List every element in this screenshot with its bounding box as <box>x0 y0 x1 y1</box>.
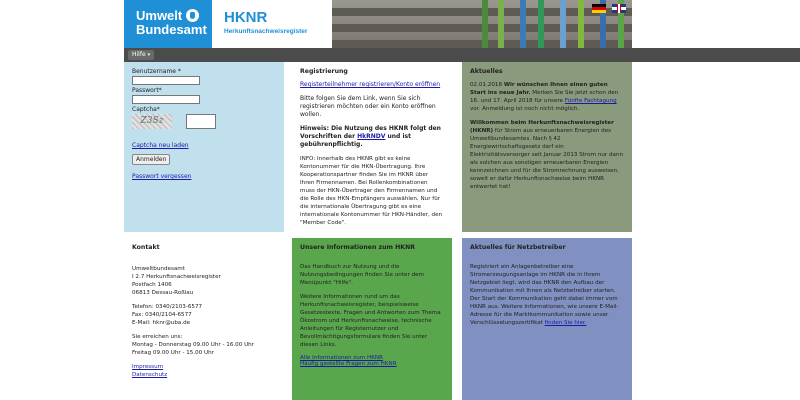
username-label: Benutzername * <box>132 68 181 75</box>
chevron-down-icon: ▾ <box>147 52 151 58</box>
flag-gb-icon[interactable] <box>612 4 626 13</box>
grid-title: Aktuelles für Netzbetreiber <box>470 244 566 251</box>
contact-city: 06813 Dessau-Roßlau <box>132 290 194 296</box>
info-text-2: Weitere Informationen rund um das Herkunftsnachweisregister, beispielsweise Gesetzestexte, Fragen und Antworten zum Thema Ökostrom und Herkunftsnachweise, technische Anleitungen für Registernutzer und Bevollmächtigungsformulare finden Sie unter diesen Links. <box>300 294 441 348</box>
username-input[interactable] <box>132 76 200 85</box>
hkrndv-link[interactable]: HkRNDV <box>357 133 386 140</box>
help-menu-label: Hilfe <box>132 51 146 58</box>
info-text-1: Das Handbuch zur Nutzung und die Nutzungsbedingungen finden Sie unter dem Menüpunkt "Hilfe". <box>300 264 424 286</box>
news-date: 02.01.2018 <box>470 82 503 88</box>
registration-hint <box>300 125 444 149</box>
menu-bar <box>124 48 632 62</box>
impressum-link[interactable]: Impressum <box>132 364 164 370</box>
header-photo <box>332 0 632 48</box>
hint-prefix: Hinweis: Die Nutzung des HKNR folgt den Vorschriften der <box>300 125 441 140</box>
contact-address <box>132 265 276 379</box>
captcha-row <box>132 114 276 132</box>
registration-title: Registrierung <box>300 68 348 75</box>
captcha-input[interactable] <box>186 114 216 129</box>
app-subtitle: Herkunftsnachweisregister <box>224 28 308 35</box>
logo-line-2: Bundesamt <box>136 22 207 37</box>
forgot-password-link[interactable]: Passwort vergessen <box>132 173 192 180</box>
help-menu-button[interactable] <box>128 50 154 60</box>
contact-hours-1: Montag - Donnerstag 09.00 Uhr - 16.00 Uhr <box>132 342 255 348</box>
contact-street: Postfach 1406 <box>132 282 172 288</box>
captcha-reload-link[interactable]: Captcha neu laden <box>132 142 189 149</box>
registration-info: INFO: Innerhalb des HKNR gibt es keine Kontonummer für die HKN-Übertragung. Ihre Kooperationspartner finden Sie im HKNR über Ihren Firmennamen. Bei Rollenkombinationen muss der HKN-Übertrager den Firmennamen und die Rolle des HKN-Empfängers auswählen. Nur für die internationale Übertragung gibt es eine internationale Kontonummer für HKN-Händler, den "Member Code". <box>300 156 443 226</box>
registration-panel <box>292 62 452 232</box>
captcha-image: Z3Sz <box>132 114 172 129</box>
contact-reach: Sie erreichen uns: <box>132 334 183 340</box>
grid-text-body: Registriert ein Anlagenbetreiber eine Stromerzeugungsanlage im HKNR die in Ihrem Netzgebiet liegt, wird das HKNR den Aufbau der Kommunikation mit Ihnen als Netzbetreiber starten. Der Start der Kommunikation geht dabei immer vom HKNR aus. Weitere Informationen, wie unsere E-Mail-Adresse für die Marktkommunikation sowie unser Verschlüsselungszertifikat <box>470 264 619 326</box>
news-item <box>470 81 624 113</box>
news-headline: Wir wünschen Ihnen einen guten Start ins neue Jahr. <box>470 82 608 96</box>
news-text-a: Merken Sie Sie jetzt schon den 16. und 17. April 2018 für unsere <box>470 90 619 104</box>
contact-panel <box>124 238 284 400</box>
grid-operator-panel <box>462 238 632 400</box>
info-title: Unsere Informationen zum HKNR <box>300 244 416 251</box>
contact-org: Umweltbundesamt <box>132 266 185 272</box>
welcome-rest: für Strom aus erneuerbaren Energien des Umweltbundesamtes. Nach § 42 Energiewirtschaftsgesetz darf ein Elektrizitätsversorger seit Januar 2013 Strom nur dann als solchen aus sonstigen erneuerbaren Energien kennzeichnen und für die Stromrechnung ausweisen, soweit er dafür Herkunftsnachweise beim HKNR entwertet hat! <box>470 128 624 190</box>
eagle-icon <box>186 9 199 22</box>
news-title: Aktuelles <box>470 68 503 75</box>
contact-title: Kontakt <box>132 244 160 251</box>
contact-dept: I 2.7 Herkunftsnachweisregister <box>132 274 221 280</box>
registration-link[interactable]: Registerteilnehmer registrieren/Konto eröffnen <box>300 81 441 88</box>
grid-text <box>470 263 624 327</box>
registration-text: Bitte folgen Sie dem Link, wenn Sie sich registrieren möchten oder ein Konto eröffnen wollen. <box>300 95 436 118</box>
fachtagung-link[interactable]: Fünfte Fachtagung <box>564 98 617 104</box>
flags-area <box>632 0 800 48</box>
hint-suffix: und ist gebührenpflichtig. <box>300 133 411 148</box>
datenschutz-link[interactable]: Datenschutz <box>132 372 168 378</box>
flag-de-icon[interactable] <box>592 4 606 13</box>
login-button[interactable]: Anmelden <box>132 154 170 165</box>
logo-line-1: Umwelt <box>136 8 183 23</box>
page-header <box>0 0 800 48</box>
info-panel <box>292 238 452 400</box>
app-title-block <box>212 0 332 48</box>
right-margin <box>632 62 800 400</box>
news-text-b: vor. Anmeldung ist noch nicht möglich. <box>470 106 580 112</box>
menu-bar-right <box>632 48 800 62</box>
contact-email: E-Mail: hknr@uba.de <box>132 320 191 326</box>
password-input[interactable] <box>132 95 200 104</box>
welcome-bold: Willkommen beim Herkunftsnachweisregister (HKNR) <box>470 120 614 134</box>
contact-hours-2: Freitag 09.00 Uhr - 15.00 Uhr <box>132 350 214 356</box>
uba-logo[interactable] <box>124 0 212 48</box>
all-info-link[interactable]: Alle Informationen zum HKNR <box>300 355 383 361</box>
password-label: Passwort* <box>132 87 162 94</box>
certificate-link[interactable]: finden Sie hier. <box>544 320 587 326</box>
news-panel <box>462 62 632 232</box>
app-title: HKNR <box>224 9 268 26</box>
contact-fax: Fax: 0340/2104-6577 <box>132 312 192 318</box>
faq-link[interactable]: Häufig gestellte Fragen zum HKNR <box>300 361 397 367</box>
login-panel <box>124 62 284 232</box>
captcha-label: Captcha* <box>132 106 160 113</box>
contact-phone: Telefon: 0340/2103-6577 <box>132 304 203 310</box>
welcome-text <box>470 119 624 191</box>
